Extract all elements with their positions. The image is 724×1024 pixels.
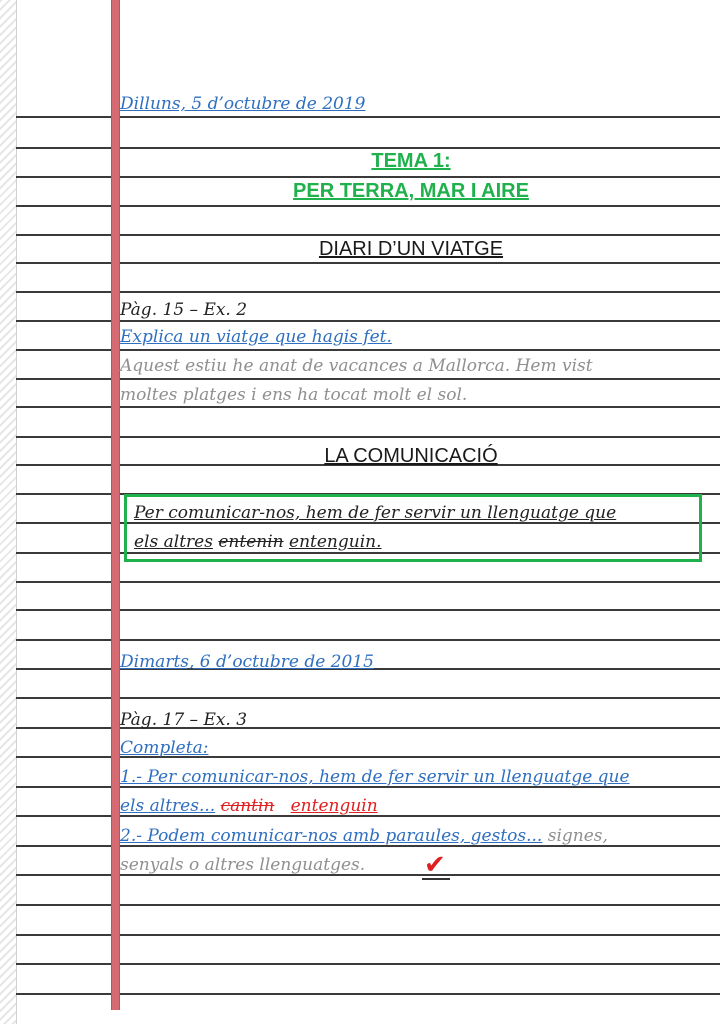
item-2-line-1 — [120, 825, 608, 847]
item-2-text: 2.- Podem comunicar-nos amb paraules, gestos... — [120, 826, 543, 846]
ruled-line — [16, 436, 720, 438]
exercise-prompt-2: Completa: — [120, 738, 209, 758]
date-entry-1: Dilluns, 5 d’octubre de 2019 — [120, 94, 366, 114]
ruled-line — [16, 205, 720, 207]
topic-title-line-2: PER TERRA, MAR I AIRE — [293, 180, 529, 202]
ruled-line — [16, 349, 720, 351]
topic-title-line-1: TEMA 1: — [371, 150, 451, 172]
definition-line-1 — [134, 502, 616, 524]
item-1-text: els altres... — [120, 796, 216, 816]
ruled-line — [16, 609, 720, 611]
ruled-line — [16, 176, 720, 178]
ruled-line — [16, 234, 720, 236]
page-exercise-ref-1: Pàg. 15 – Ex. 2 — [120, 300, 248, 320]
item-1-line-1: 1.- Per comunicar-nos, hem de fer servir un llenguatge que — [120, 767, 630, 787]
section-heading-comunicacio: LA COMUNICACIÓ — [324, 445, 498, 467]
ruled-line — [16, 291, 720, 293]
section-heading-diari: DIARI D’UN VIATGE — [318, 238, 504, 260]
definition-text-3: entenguin. — [289, 532, 382, 552]
corrected-wrong-answer: cantin — [220, 796, 275, 816]
item-2-answer: signes, — [547, 826, 608, 846]
page-exercise-ref-2: Pàg. 17 – Ex. 3 — [120, 710, 248, 730]
ruled-line — [16, 639, 720, 641]
item-1-line-2 — [120, 795, 378, 817]
ruled-line — [16, 378, 720, 380]
ruled-line — [16, 697, 720, 699]
definition-text-1: Per comunicar-nos, hem de fer servir un llenguatge que — [134, 503, 617, 523]
checkmark-icon: ✔ — [424, 850, 446, 880]
page-binding — [0, 0, 17, 1024]
ruled-line — [16, 963, 720, 965]
ruled-line — [16, 406, 720, 408]
definition-line-2 — [134, 531, 382, 553]
ruled-line — [16, 904, 720, 906]
item-2-line-2: senyals o altres llenguatges. — [120, 855, 366, 875]
ruled-line — [16, 116, 720, 118]
ruled-line — [16, 581, 720, 583]
ruled-line — [16, 262, 720, 264]
ruled-line — [16, 147, 720, 149]
answer-line-1: Aquest estiu he anat de vacances a Mallorca. Hem vist — [120, 356, 593, 376]
exercise-prompt-1: Explica un viatge que hagis fet. — [120, 327, 392, 347]
ruled-line — [16, 934, 720, 936]
correction-answer: entenguin — [290, 796, 378, 816]
ruled-line — [16, 993, 720, 995]
date-entry-2: Dimarts, 6 d’octubre de 2015 — [120, 652, 374, 672]
definition-text-2: els altres — [134, 532, 213, 552]
answer-line-2: moltes platges i ens ha tocat molt el sol. — [120, 385, 468, 405]
crossed-out-word: entenin — [218, 532, 284, 552]
